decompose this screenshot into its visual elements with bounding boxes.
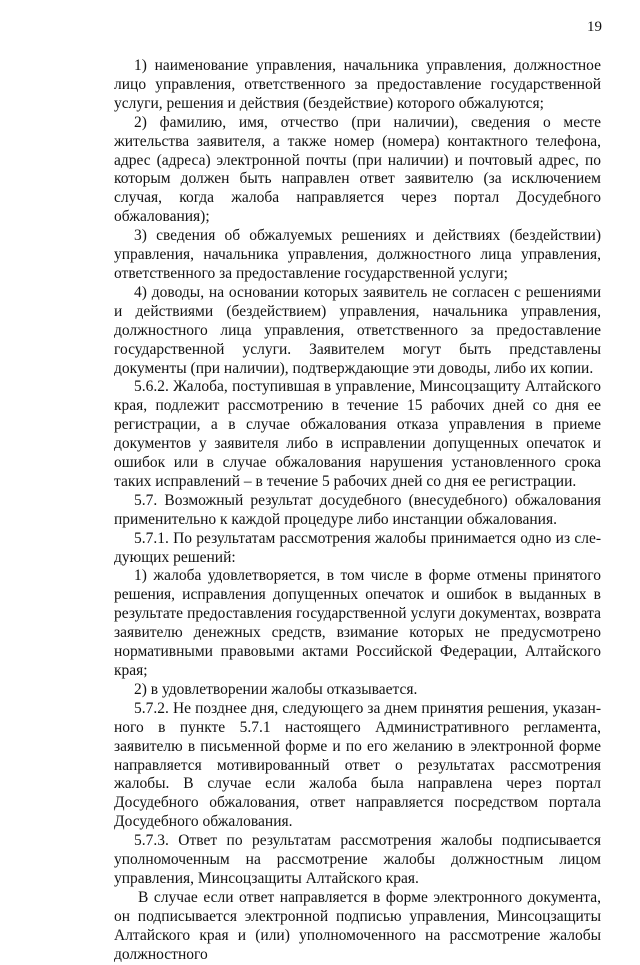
paragraph-5-7-3: 5.7.3. Ответ по результатам рассмотрения жалобы подписывается уполномоченным на рассмотрение жалобы должностным лицом управления, Минсоцзащиты Алтайского края. bbox=[114, 832, 601, 887]
paragraph-complaint-item-4: 4) доводы, на основании которых заявитель не согласен с решениями и действиями (бездействием) управления, начальника управления, должностного лица управления, ответственного за предоставление государственной услуги. Заявителем могут быть представлены документы (при наличии), подтверждающие эти доводы, либо их копии. bbox=[114, 283, 601, 377]
page-number: 19 bbox=[587, 19, 602, 35]
paragraph-5-6-2: 5.6.2. Жалоба, поступившая в управление, Минсоцзащиту Алтайского края, подлежит рассмотрению в течение 15 рабочих дней со дня ее регистрации, а в случае обжалования отказа управления в приеме документов у заявителя либо в исправлении допущенных опечаток и ошибок или в случае обжалования нарушения установленного срока таких исправлений – в течение 5 рабочих дней со дня ее регистрации. bbox=[114, 378, 601, 490]
document-body bbox=[114, 57, 601, 965]
paragraph-5-7-1: 5.7.1. По результатам рассмотрения жалобы принимается одно из следующих решений: bbox=[114, 529, 601, 566]
paragraph-complaint-item-1: 1) наименование управления, начальника управления, должностное лицо управления, ответственного за предоставление государственной услуги, решения и действия (бездействие) которого обжалуются; bbox=[114, 57, 601, 112]
paragraph-decision-1: 1) жалоба удовлетворяется, в том числе в форме отмены принятого решения, исправления допущенных опечаток и ошибок в выданных в результате предоставления государственной услуги документах, возврата заявителю денежных средств, взимание которых не предусмотрено нормативными правовыми актами Российской Федерации, Алтайского края; bbox=[114, 567, 601, 679]
paragraph-complaint-item-3: 3) сведения об обжалуемых решениях и действиях (бездействии) управления, начальника управления, должностного лица управления, ответственного за предоставление государственной услуги; bbox=[114, 227, 601, 282]
paragraph-decision-2: 2) в удовлетворении жалобы отказывается. bbox=[134, 680, 418, 698]
paragraph-5-7: 5.7. Возможный результат досудебного (внесудебного) обжалования применительно к каждой процедуре либо инстанции обжалования. bbox=[114, 491, 601, 528]
paragraph-5-7-2: 5.7.2. Не позднее дня, следующего за днем принятия решения, указанного в пункте 5.7.1 настоящего Административного регламента, заявителю в письменной форме и по его желанию в электронной форме направляется мотивированный ответ о результатах рассмотрения жалобы. В случае если жалоба была направлена через портал Досудебного обжалования, ответ направляется посредством портала Досудебного обжалования. bbox=[114, 699, 601, 831]
paragraph-electronic-response: В случае если ответ направляется в форме электронного документа, он подписывается электронной подписью управления, Минсоцзащиты Алтайского края и (или) уполномоченного на рассмотрение жалобы должностного bbox=[114, 888, 601, 963]
paragraph-complaint-item-2: 2) фамилию, имя, отчество (при наличии), сведения о месте жительства заявителя, а также номер (номера) контактного телефона, адрес (адреса) электронной почты (при наличии) и почтовый адрес, по которым должен быть направлен ответ заявителю (за исключением случая, когда жалоба направляется через портал Досудебного обжалования); bbox=[114, 113, 601, 226]
